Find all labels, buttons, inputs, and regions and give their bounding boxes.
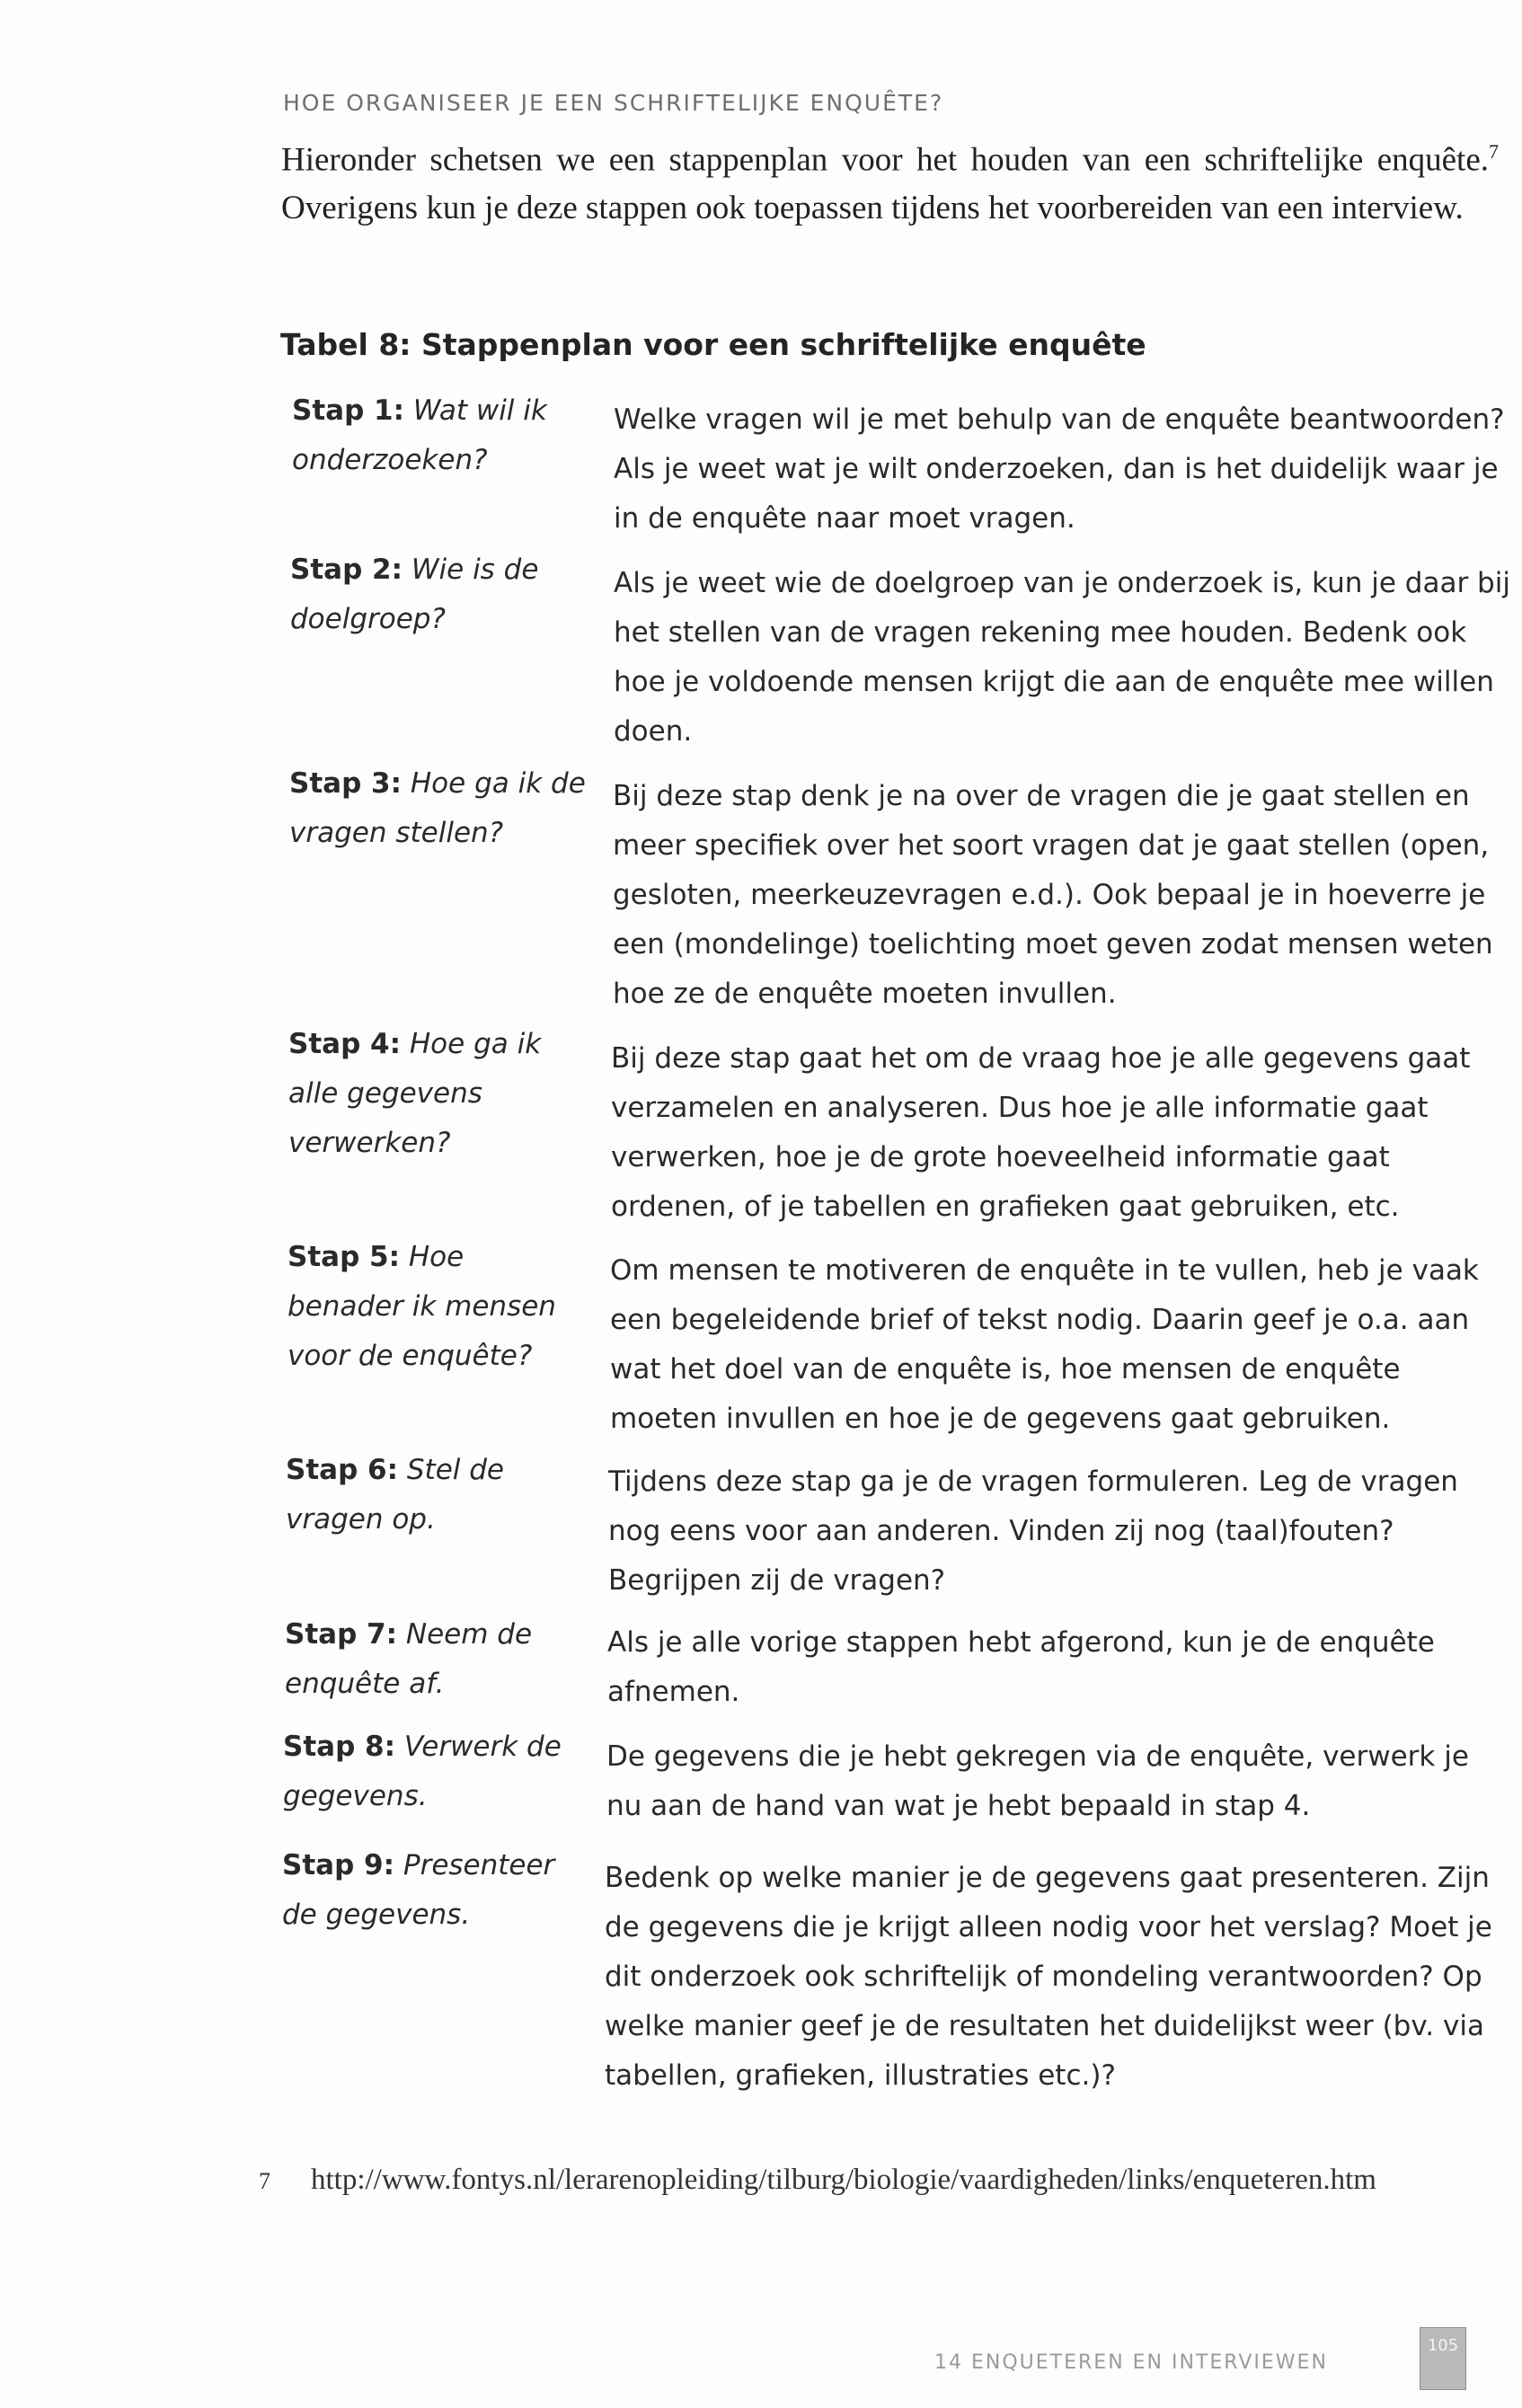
step-title: Wie is de doelgroep? [290, 553, 539, 635]
intro-text: Hieronder schetsen we een stappenplan voor het houden van een schriftelijke enquête. [281, 141, 1489, 179]
step-number: Stap 5: [288, 1241, 401, 1273]
running-footer: 14 ENQUETEREN EN INTERVIEWEN [934, 2351, 1328, 2374]
step-number: Stap 9: [282, 1849, 395, 1881]
step-label [292, 386, 588, 485]
intro-text-continued: Overigens kun je deze stappen ook toepassen tijdens het voorbereiden van een interview. [281, 190, 1464, 227]
step-description: Welke vragen wil je met behulp van de enquête beantwoorden? Als je weet wat je wilt onderzoeken, dan is het duidelijk waar je in de enquête naar moet vragen. [614, 403, 1505, 535]
step-description: Als je alle vorige stappen hebt afgerond, kun je de enquête afnemen. [607, 1626, 1435, 1708]
step-label [288, 1233, 584, 1381]
step-number: Stap 2: [290, 553, 403, 586]
section-heading: HOE ORGANISEER JE EEN SCHRIFTELIJKE ENQUÊTE? [283, 90, 944, 116]
step-label [286, 1446, 582, 1545]
step-title: Presenteer de gegevens. [282, 1849, 555, 1931]
step-label [288, 1020, 585, 1168]
footnote-reference: 7 [1489, 140, 1499, 163]
step-title: Hoe ga ik alle gegevens verwerken? [288, 1028, 542, 1159]
step-label [285, 1610, 581, 1709]
footnote-url: http://www.fontys.nl/lerarenopleiding/tilburg/biologie/vaardigheden/links/enqueteren.htm [311, 2164, 1376, 2196]
footnote [259, 2164, 1376, 2197]
step-description: Tijdens deze stap ga je de vragen formuleren. Leg de vragen nog eens voor aan anderen. Vinden zij nog (taal)fouten? Begrijpen zij de vragen? [608, 1465, 1458, 1597]
step-number: Stap 8: [283, 1731, 396, 1763]
step-number: Stap 7: [285, 1618, 398, 1651]
step-title: Wat wil ik onderzoeken? [292, 394, 547, 476]
step-title: Verwerk de gegevens. [283, 1731, 562, 1812]
step-number: Stap 3: [289, 767, 403, 800]
step-title: Hoe benader ik mensen voor de enquête? [288, 1241, 556, 1372]
step-title: Neem de enquête af. [285, 1618, 533, 1700]
step-number: Stap 6: [286, 1454, 399, 1486]
step-number: Stap 1: [292, 394, 405, 427]
step-description: Om mensen te motiveren de enquête in te vullen, heb je vaak een begeleidende brief of tekst nodig. Daarin geef je o.a. aan wat het doel van de enquête is, hoe mensen de enquête moeten invullen en hoe je de gegevens gaat gebruiken. [610, 1254, 1479, 1435]
step-description: De gegevens die je hebt gekregen via de enquête, verwerk je nu aan de hand van wat je hebt bepaald in stap 4. [606, 1740, 1469, 1822]
table-title: Tabel 8: Stappenplan voor een schriftelijke enquête [280, 327, 1146, 362]
step-label [289, 759, 586, 858]
step-title: Stel de vragen op. [286, 1454, 504, 1536]
step-description: Als je weet wie de doelgroep van je onderzoek is, kun je daar bij het stellen van de vragen rekening mee houden. Bedenk ook hoe je voldoende mensen krijgt die aan de enquête mee willen doen. [614, 567, 1510, 748]
step-number: Stap 4: [288, 1028, 402, 1060]
step-label [282, 1841, 579, 1940]
step-label [283, 1722, 580, 1821]
step-label [290, 545, 587, 644]
page-number: 105 [1420, 2327, 1466, 2390]
step-title: Hoe ga ik de vragen stellen? [289, 767, 586, 849]
step-description: Bij deze stap gaat het om de vraag hoe je alle gegevens gaat verzamelen en analyseren. Dus hoe je alle informatie gaat verwerken, hoe je de grote hoeveelheid informatie gaat ordenen, of je tabellen en grafieken gaat gebruiken, etc. [611, 1042, 1471, 1223]
step-description: Bij deze stap denk je na over de vragen die je gaat stellen en meer specifiek over het soort vragen dat je gaat stellen (open, gesloten, meerkeuzevragen e.d.). Ook bepaal je in hoeverre je een (mondelinge) toelichting moet geven zodat mensen weten hoe ze de enquête moeten invullen. [613, 780, 1493, 1010]
step-description: Bedenk op welke manier je de gegevens gaat presenteren. Zijn de gegevens die je krijgt alleen nodig voor het verslag? Moet je dit onderzoek ook schriftelijk of mondeling verantwoorden? Op welke manier geef je de resultaten het duidelijkst weer (bv. via tabellen, grafieken, illustraties etc.)? [605, 1862, 1492, 2092]
footnote-number: 7 [259, 2168, 270, 2194]
